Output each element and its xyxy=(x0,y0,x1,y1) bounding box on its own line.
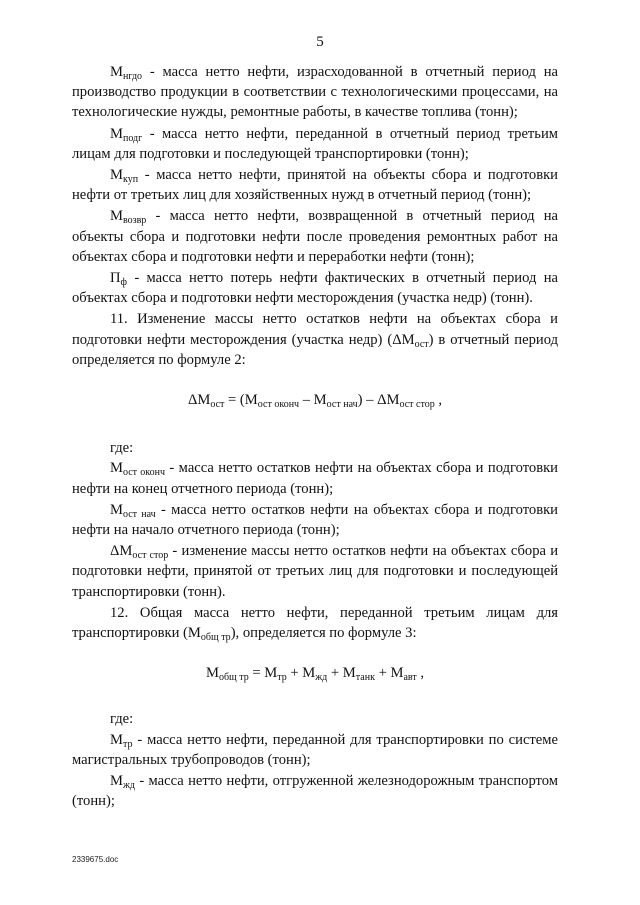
definition-m-tr: $M_{тр}$ - масса нетто нефти, переданной для транспортировки по системе магистральных трубопроводов (тонн); xyxy=(72,731,558,768)
where-label: где: xyxy=(110,711,134,728)
formula-2: $\Delta M_{ост} = (M_{ост оконч} - M_{ост нач}) - \Delta M_{ост стор}$ , xyxy=(187,392,443,411)
definition-m-podg: $M_{подг}$ - масса нетто нефти, переданной в отчетный период третьим лицам для подготовки и последующей транспортировки (тонн); xyxy=(72,125,558,162)
definition-m-zhd: $M_{жд}$ - масса нетто нефти, отгруженной железнодорожным транспортом (тонн); xyxy=(72,773,558,810)
definition-m-vozvr: $M_{возвр}$ - масса нетто нефти, возвращенной в отчетный период на объекты сбора и подготовки нефти после проведения ремонтных работ на объектах сбора и подготовки нефти и переработки нефти (тонн); xyxy=(72,208,558,265)
definition-p-f: $П_ф$ - масса нетто потерь нефти фактических в отчетный период на объектах сбора и подготовки нефти месторождения (участка недр) (тонн). xyxy=(72,270,558,307)
definition-dm-ost-stor: $\Delta M_{ост стор}$ - изменение массы нетто остатков нефти на объектах сбора и подготовки нефти, принятой от третьих лиц для подготовки и последующей транспортировки (тонн). xyxy=(72,543,559,600)
footer-filename: 2339675.doc xyxy=(72,855,119,864)
page-number: 5 xyxy=(316,34,324,50)
definition-m-ost-okonch: $M_{ост оконч}$ - масса нетто остатков нефти на объектах сбора и подготовки нефти на конец отчетного периода (тонн); xyxy=(72,460,558,497)
definition-m-ngdo: $M_{нгдо}$ - масса нетто нефти, израсходованной в отчетный период на производство продукции в соответствии с технологическими процессами, на технологические нужды, ремонтные работы, в качестве топлива (тонн); xyxy=(72,64,558,121)
paragraph-11: 11. Изменение массы нетто остатков нефти на объектах сбора и подготовки нефти месторождения (участка недр) $(\Delta M_{ост})$ в отчетный период определяется по формуле 2: xyxy=(72,311,558,368)
where-label: где: xyxy=(110,440,134,457)
formula-3: $M_{общ тр} = M_{тр} + M_{жд} + M_{танк} + M_{авт}$ , xyxy=(205,665,425,684)
definition-m-kup: $M_{куп}$ - масса нетто нефти, принятой на объекты сбора и подготовки нефти от третьих лиц для хозяйственных нужд в отчетный период (тонн); xyxy=(72,167,558,204)
page-content xyxy=(72,62,558,813)
definition-m-ost-nach: $M_{ост нач}$ - масса нетто остатков нефти на объектах сбора и подготовки нефти на начало отчетного периода (тонн); xyxy=(72,501,558,539)
paragraph-12: 12. Общая масса нетто нефти, переданной третьим лицам для транспортировки $(M_{общ тр})$, определяется по формуле 3: xyxy=(72,604,558,644)
